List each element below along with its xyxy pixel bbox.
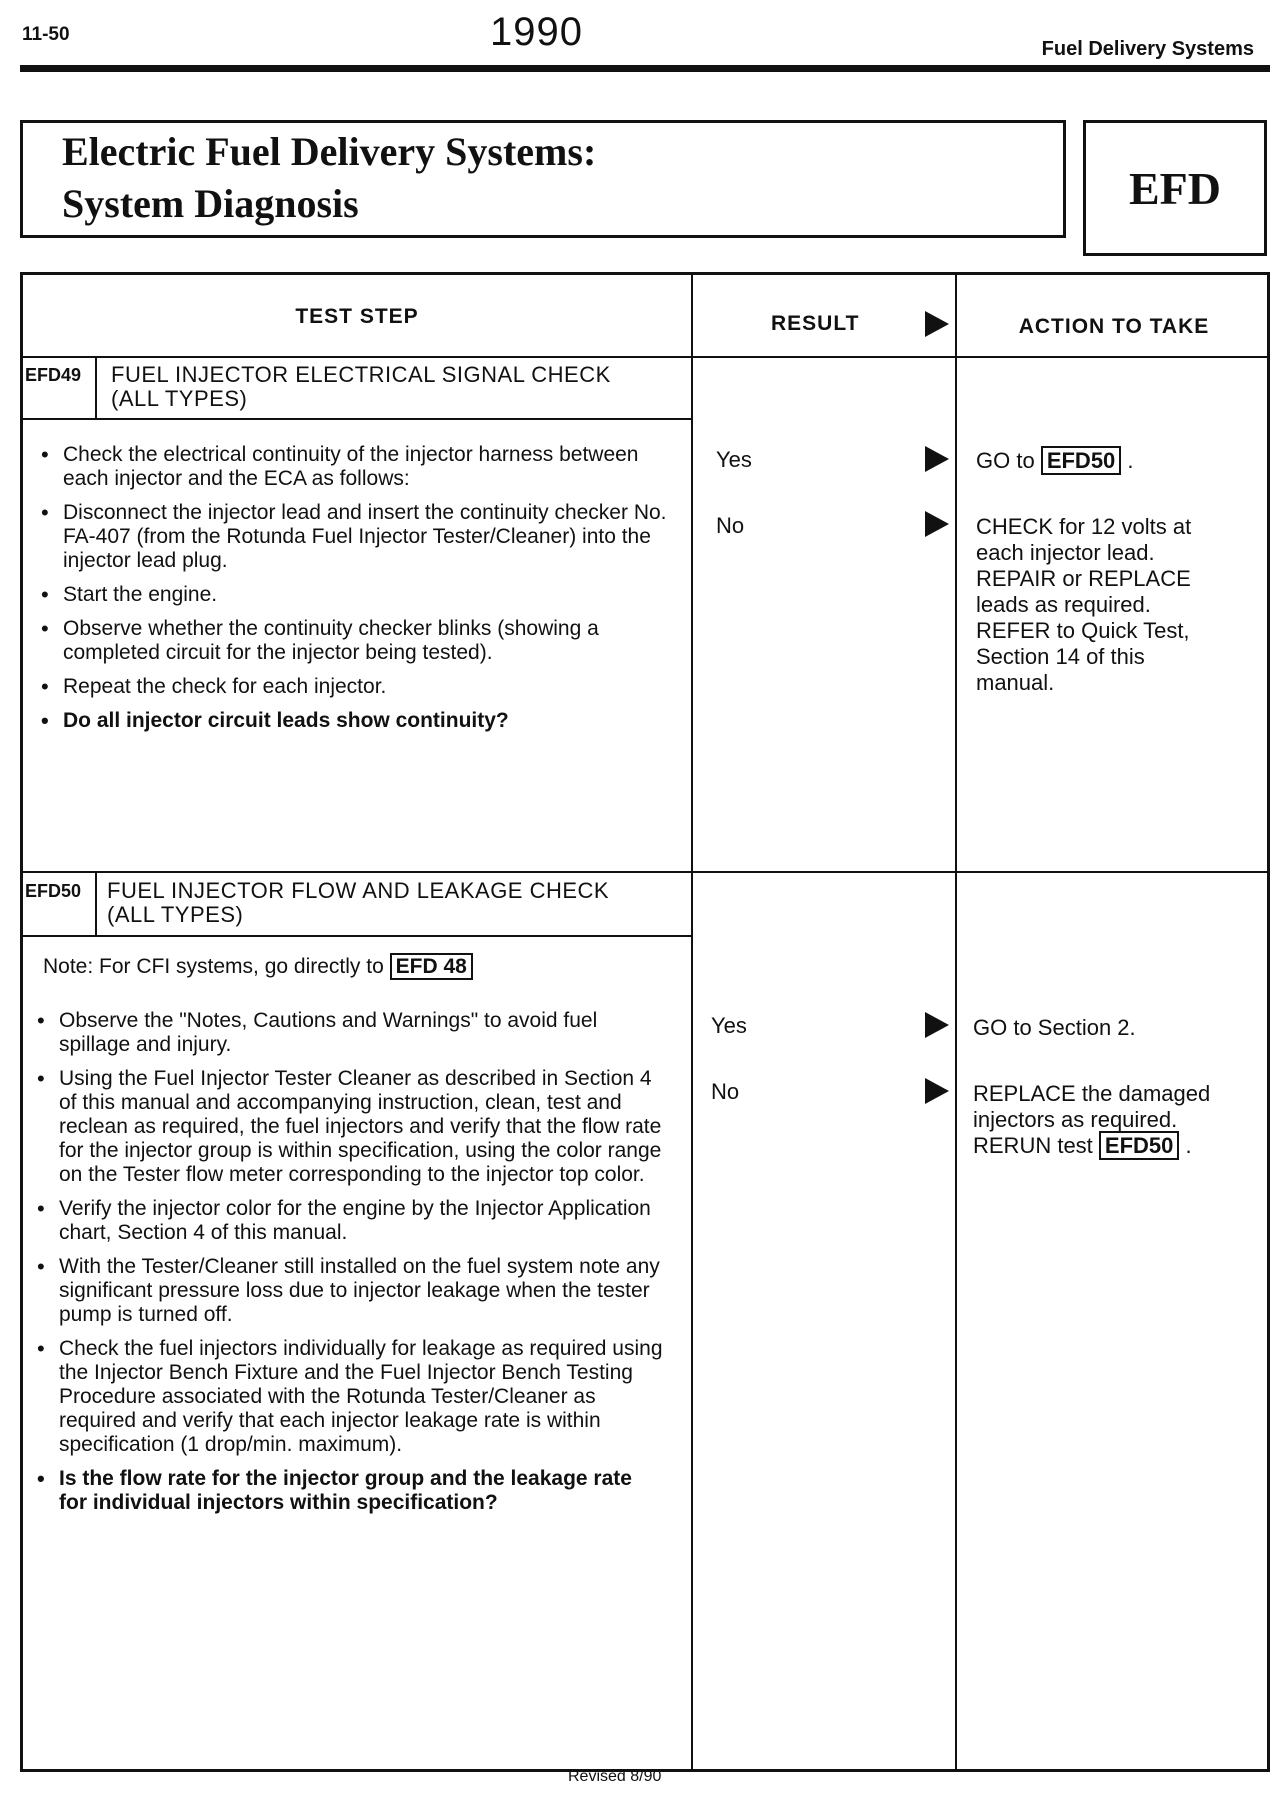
diagnosis-table (20, 272, 1270, 1772)
list-item: • Verify the injector color for the engine by the Injector Application chart, Section 4 of this manual. (35, 1197, 665, 1245)
action-yes-efd50: GO to Section 2. (973, 1015, 1136, 1040)
result-arrow-icon (925, 446, 949, 472)
step-title-line: (ALL TYPES) (111, 386, 248, 411)
action-no-efd50 (973, 1081, 1210, 1159)
step-ref-efd50[interactable]: EFD50 (1041, 446, 1121, 475)
list-item: • Repeat the check for each injector. (39, 675, 669, 699)
header-arrow-icon (925, 311, 949, 337)
step-code-divider (95, 871, 97, 935)
action-line: CHECK for 12 volts at (976, 514, 1192, 539)
list-item: • Observe the "Notes, Cautions and Warnings" to avoid fuel spillage and injury. (35, 1009, 665, 1057)
col-divider-result (691, 275, 693, 1772)
year-label: 1990 (490, 10, 583, 54)
header-rule (23, 356, 1270, 358)
result-arrow-icon (925, 1012, 949, 1038)
action-text: . (1127, 448, 1134, 473)
step-bullets-efd50 (35, 1009, 665, 1515)
header-action: ACTION TO TAKE (1018, 315, 1210, 338)
action-text: GO to (976, 448, 1035, 473)
list-item-question: • Do all injector circuit leads show continuity? (39, 709, 669, 733)
step-title-rule (23, 935, 691, 937)
section-code: EFD (1129, 162, 1221, 214)
step-title-efd50 (107, 879, 687, 927)
action-line: REPAIR or REPLACE (976, 566, 1191, 591)
step-title-efd49 (111, 363, 691, 411)
list-item: • Check the electrical continuity of the injector harness between each injector and the ECA as follows: (39, 443, 669, 491)
action-yes-efd49 (976, 448, 1134, 474)
result-no-efd49: No (716, 513, 745, 538)
step-code-efd49: EFD49 (25, 365, 82, 385)
section-code-box (1083, 120, 1267, 256)
col-divider-action (955, 275, 957, 1772)
step-title-line: FUEL INJECTOR FLOW AND LEAKAGE CHECK (107, 878, 610, 903)
header-test-step: TEST STEP (295, 305, 419, 328)
note-text: Note: For CFI systems, go directly to (43, 955, 384, 978)
action-line: Section 14 of this (976, 644, 1145, 669)
step-title-line: FUEL INJECTOR ELECTRICAL SIGNAL CHECK (111, 362, 611, 387)
list-item: • With the Tester/Cleaner still installed on the fuel system note any significant pressure loss due to injector leakage when the tester pump is turned off. (35, 1255, 665, 1327)
list-item: • Disconnect the injector lead and insert the continuity checker No. FA-407 (from the Rotunda Fuel Injector Tester/Cleaner) into the injector lead plug. (39, 501, 669, 573)
title-line-2: System Diagnosis (62, 181, 359, 226)
section-name: Fuel Delivery Systems (1041, 38, 1254, 60)
step-ref-efd48[interactable]: EFD 48 (390, 953, 473, 980)
header-result: RESULT (771, 312, 860, 335)
action-line (973, 1133, 1210, 1159)
action-line: REPLACE the damaged (973, 1081, 1211, 1106)
step-separator (23, 871, 1270, 873)
result-yes-efd49: Yes (716, 447, 752, 472)
result-yes-efd50: Yes (711, 1013, 747, 1038)
step-title-rule (23, 418, 691, 420)
action-line: manual. (976, 670, 1055, 695)
action-no-efd49 (976, 514, 1191, 696)
action-line: each injector lead. (976, 540, 1155, 565)
list-item: • Using the Fuel Injector Tester Cleaner as described in Section 4 of this manual and accompanying instruction, clean, test and reclean as required, the fuel injectors and verify that the flow rate for the injector group is within specification, using the color range on the Tester flow meter corresponding to the injector top color. (35, 1067, 665, 1187)
action-line: injectors as required. (973, 1107, 1178, 1132)
action-line: leads as required. (976, 592, 1151, 617)
revision-footer: Revised 8/90 (568, 1768, 662, 1785)
list-item: • Check the fuel injectors individually for leakage as required using the Injector Bench Fixture and the Fuel Injector Bench Testing Procedure associated with the Rotunda Tester/Cleaner as required and verify that each injector leakage rate is within specification (1 drop/min. maximum). (35, 1337, 665, 1457)
result-arrow-icon (925, 1078, 949, 1104)
step-bullets-efd49 (39, 443, 669, 733)
header-rule (20, 65, 1270, 72)
list-item: • Observe whether the continuity checker blinks (showing a completed circuit for the injector being tested). (39, 617, 669, 665)
action-line: REFER to Quick Test, (976, 618, 1190, 643)
action-text: . (1185, 1133, 1192, 1158)
cfi-note (43, 955, 473, 979)
action-text: RERUN test (973, 1133, 1093, 1158)
step-ref-efd50[interactable]: EFD50 (1099, 1131, 1179, 1160)
list-item-question: • Is the flow rate for the injector group and the leakage rate for individual injectors within specification? (35, 1467, 665, 1515)
step-title-line: (ALL TYPES) (107, 902, 244, 927)
title-line-1: Electric Fuel Delivery Systems: (62, 129, 597, 174)
result-no-efd50: No (711, 1079, 740, 1104)
page-number: 11-50 (22, 24, 70, 45)
result-arrow-icon (925, 511, 949, 537)
step-code-divider (95, 356, 97, 418)
step-code-efd50: EFD50 (25, 881, 82, 901)
list-item: • Start the engine. (39, 583, 669, 607)
